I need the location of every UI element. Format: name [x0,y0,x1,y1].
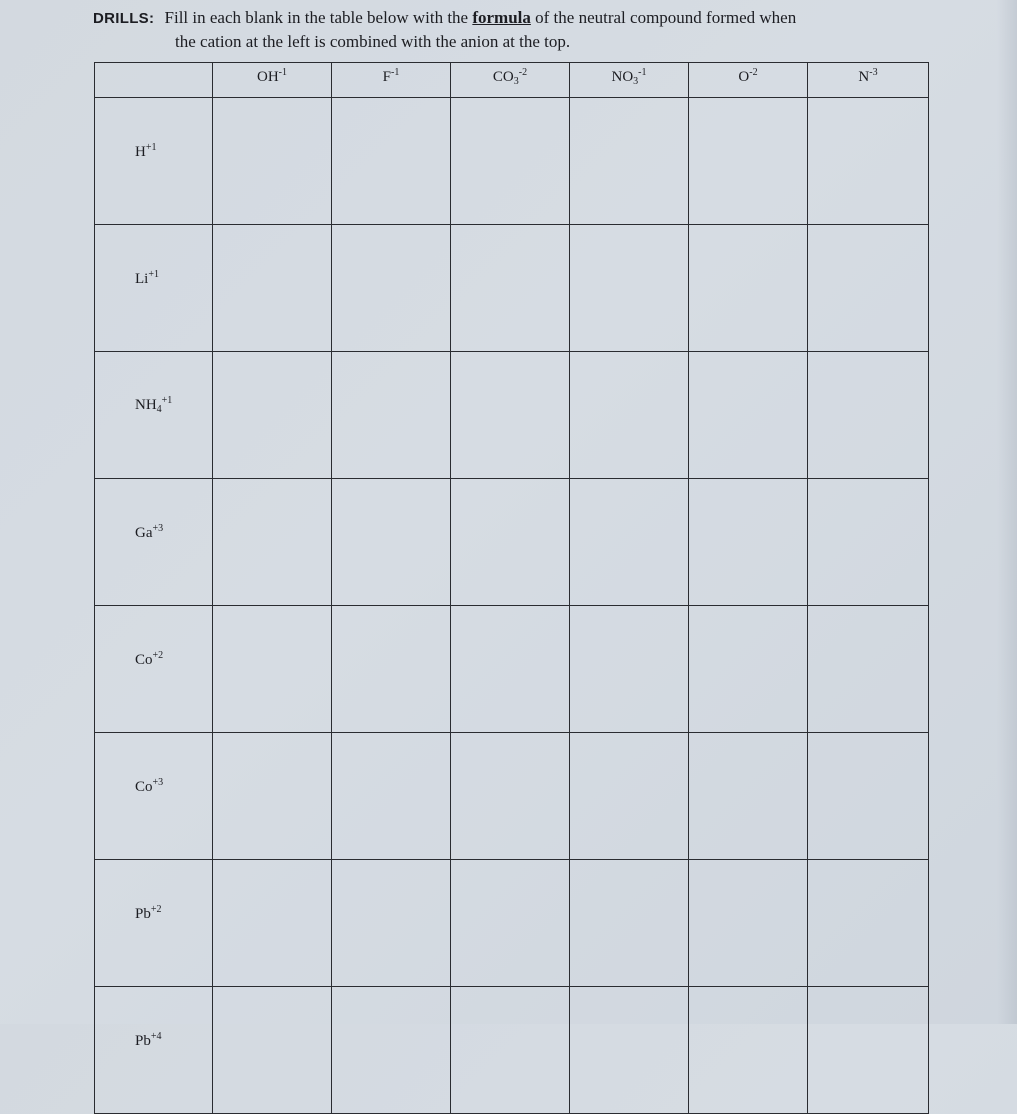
cation-label [95,733,213,860]
ion-charge: -1 [391,67,400,78]
ion-symbol: CO [492,69,514,85]
formula-blank-cell[interactable] [689,479,808,606]
formula-blank-cell[interactable] [332,98,451,225]
ion-symbol: Co [135,651,153,668]
formula-blank-cell[interactable] [332,479,451,606]
cation-label [95,987,213,1114]
anion-header [451,63,570,98]
ion-charge: +2 [152,649,164,661]
formula-blank-cell[interactable] [451,352,570,479]
formula-blank-cell[interactable] [570,225,689,352]
cation-label [95,225,213,352]
cation-label [95,606,213,733]
ion-charge: +1 [161,395,173,406]
formula-blank-cell[interactable] [808,733,929,860]
instructions-line-1 [93,6,953,30]
table-row [95,225,929,352]
instructions-emphasis: formula [472,8,531,27]
formula-blank-cell[interactable] [332,733,451,860]
anion-header [689,63,808,98]
formula-blank-cell[interactable] [570,352,689,479]
ion-charge: -3 [869,67,878,78]
ion-charge: +2 [150,903,162,915]
anion-header [570,63,689,98]
ion-charge: +4 [150,1030,162,1042]
formula-blank-cell[interactable] [808,225,929,352]
ion-symbol: N [858,69,870,85]
ion-symbol: Pb [135,1032,151,1049]
formula-blank-cell[interactable] [451,733,570,860]
formula-blank-cell[interactable] [213,479,332,606]
page-edge-shadow [997,0,1017,1024]
formula-blank-cell[interactable] [332,860,451,987]
drills-label: DRILLS: [93,10,155,27]
formula-blank-cell[interactable] [213,860,332,987]
formula-blank-cell[interactable] [213,225,332,352]
ion-symbol: Pb [135,905,151,922]
cation-label [95,352,213,479]
table-row [95,479,929,606]
ion-symbol: OH [256,69,279,85]
ion-charge: +1 [145,141,157,153]
formula-blank-cell[interactable] [451,479,570,606]
formula-blank-cell[interactable] [213,98,332,225]
formula-blank-cell[interactable] [808,987,929,1114]
anion-header-row [95,63,929,98]
formula-blank-cell[interactable] [689,225,808,352]
cation-label [95,98,213,225]
formula-blank-cell[interactable] [808,98,929,225]
cation-rows [95,98,929,1114]
formula-blank-cell[interactable] [451,606,570,733]
ion-subscript: 3 [633,76,639,87]
ion-charge: -1 [638,67,647,78]
ion-symbol: NH [135,397,157,413]
ion-subscript: 3 [513,76,519,87]
anion-header [808,63,929,98]
ion-subscript: 4 [156,404,162,415]
table-row [95,606,929,733]
ion-symbol: F [382,69,391,85]
formula-blank-cell[interactable] [689,987,808,1114]
formula-blank-cell[interactable] [689,352,808,479]
ion-charge: -1 [278,67,287,78]
cation-label [95,860,213,987]
anion-header [332,63,451,98]
ion-charge: +3 [152,522,164,534]
formula-blank-cell[interactable] [570,98,689,225]
formula-blank-cell[interactable] [213,352,332,479]
table-row [95,733,929,860]
formula-blank-cell[interactable] [451,860,570,987]
ion-charge: +3 [152,776,164,788]
ion-charge: -2 [749,67,758,78]
formula-blank-cell[interactable] [213,606,332,733]
table-row [95,860,929,987]
formula-blank-cell[interactable] [213,733,332,860]
formula-blank-cell[interactable] [332,606,451,733]
table-row [95,987,929,1114]
ion-symbol: H [135,143,146,160]
ion-symbol: Ga [135,524,153,541]
formula-blank-cell[interactable] [808,860,929,987]
formula-blank-cell[interactable] [808,352,929,479]
instructions [93,6,953,53]
formula-blank-cell[interactable] [689,860,808,987]
formula-blank-cell[interactable] [570,860,689,987]
formula-blank-cell[interactable] [332,225,451,352]
formula-blank-cell[interactable] [570,987,689,1114]
ion-symbol: O [738,69,750,85]
ion-charge: -2 [518,67,528,78]
formula-blank-cell[interactable] [570,606,689,733]
formula-blank-cell[interactable] [451,98,570,225]
ion-symbol: NO [611,69,634,85]
formula-blank-cell[interactable] [689,733,808,860]
instructions-line-2: the cation at the left is combined with the anion at the top. [175,32,571,51]
formula-blank-cell[interactable] [451,987,570,1114]
formula-blank-cell[interactable] [689,98,808,225]
ion-charge: +1 [148,268,159,280]
formula-blank-cell[interactable] [808,606,929,733]
formula-blank-cell[interactable] [570,479,689,606]
ion-symbol: Li [135,270,149,287]
formula-blank-cell[interactable] [332,352,451,479]
table-row [95,98,929,225]
formula-blank-cell[interactable] [332,987,451,1114]
table-row [95,352,929,479]
instructions-text-after: of the neutral compound formed when [535,8,797,27]
instructions-text-before: Fill in each blank in the table below with the [164,8,469,27]
formula-blank-cell[interactable] [689,606,808,733]
formula-blank-cell[interactable] [213,987,332,1114]
formula-blank-cell[interactable] [570,733,689,860]
formula-blank-cell[interactable] [451,225,570,352]
formula-blank-cell[interactable] [808,479,929,606]
formula-table [94,62,929,1114]
cation-label [95,479,213,606]
corner-cell [95,63,213,98]
ion-symbol: Co [135,778,153,795]
anion-header [213,63,332,98]
